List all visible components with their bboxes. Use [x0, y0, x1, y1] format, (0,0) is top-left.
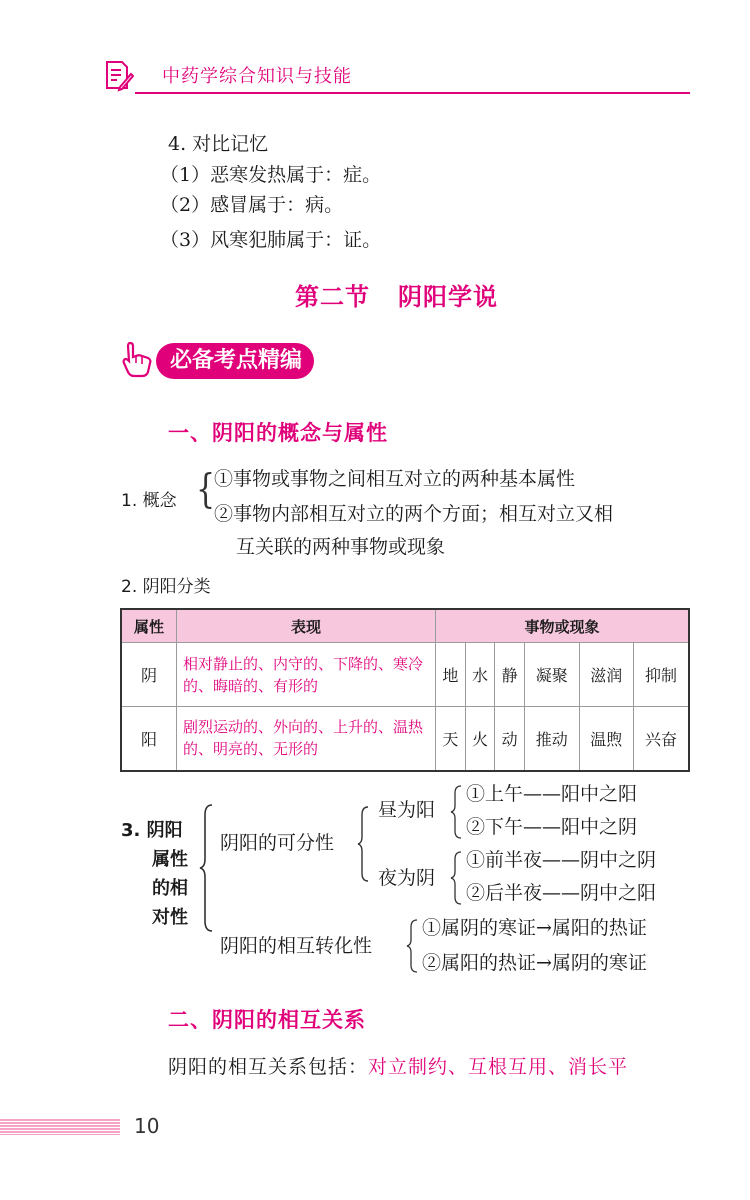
document-icon	[104, 60, 134, 92]
row-item: 水	[465, 643, 495, 707]
row-item: 地	[436, 643, 466, 707]
day-brace	[450, 784, 464, 840]
concept-brace: {	[196, 465, 216, 514]
row-desc: 剧烈运动的、外向的、上升的、温热的、明亮的、无形的	[177, 707, 436, 771]
transform-label: 阴阳的相互转化性	[220, 935, 373, 957]
page-number: 10	[134, 1114, 160, 1138]
relativity-label: 3. 阴阳 属性 的相 对性	[121, 820, 188, 928]
section-label: 第二节	[295, 283, 370, 311]
row-attr: 阴	[121, 643, 177, 707]
row-item: 推动	[524, 707, 579, 771]
heading-concept: 一、阴阳的概念与属性	[168, 420, 388, 445]
transform-item-2: ②属阳的热证→属阴的寒证	[422, 952, 647, 974]
row-item: 火	[465, 707, 495, 771]
intro-line-2: （2）感冒属于：病。	[160, 194, 344, 216]
outer-brace	[198, 803, 218, 933]
day-label: 昼为阳	[378, 799, 436, 821]
divisible-brace	[356, 805, 372, 883]
header-attr: 属性	[121, 609, 177, 643]
night-brace	[450, 850, 464, 906]
row-item: 动	[495, 707, 525, 771]
relations-text: 阴阳的相互关系包括：对立制约、互根互用、消长平	[168, 1056, 629, 1078]
row-desc: 相对静止的、内守的、下降的、寒冷的、晦暗的、有形的	[177, 643, 436, 707]
day-item-1: ①上午——阳中之阳	[466, 783, 638, 805]
section-title	[295, 277, 498, 312]
table-row	[121, 643, 689, 707]
header-items: 事物或现象	[436, 609, 690, 643]
concept-item-2a: ②事物内部相互对立的两个方面；相互对立又相	[214, 503, 614, 525]
intro-line-3: （3）风寒犯肺属于：证。	[160, 229, 382, 251]
row-item: 兴奋	[634, 707, 689, 771]
row-item: 凝聚	[524, 643, 579, 707]
concept-item-1: ①事物或事物之间相互对立的两种基本属性	[214, 468, 576, 490]
item4-title: 4. 对比记忆	[168, 133, 269, 155]
divisible-label: 阴阳的可分性	[220, 832, 335, 854]
row-item: 抑制	[634, 643, 689, 707]
row-item: 滋润	[579, 643, 634, 707]
night-item-1: ①前半夜——阴中之阴	[466, 849, 657, 871]
transform-brace	[406, 918, 420, 974]
header-desc: 表现	[177, 609, 436, 643]
header-divider	[135, 92, 690, 94]
footer-stripe	[0, 1119, 120, 1135]
book-title: 中药学综合知识与技能	[162, 66, 352, 87]
day-item-2: ②下午——阳中之阴	[466, 816, 638, 838]
yin-yang-table	[120, 608, 690, 772]
row-item: 温煦	[579, 707, 634, 771]
intro-line-1: （1）恶寒发热属于：症。	[160, 164, 382, 186]
row-attr: 阳	[121, 707, 177, 771]
pointing-hand-icon	[120, 339, 160, 379]
table-row	[121, 707, 689, 771]
night-item-2: ②后半夜——阴中之阳	[466, 882, 657, 904]
classify-label: 2. 阴阳分类	[121, 577, 211, 597]
heading-relations: 二、阴阳的相互关系	[168, 1007, 366, 1032]
section-name: 阴阳学说	[398, 283, 498, 311]
row-item: 静	[495, 643, 525, 707]
concept-label: 1. 概念	[121, 491, 177, 511]
badge-label: 必备考点精编	[156, 343, 314, 379]
concept-item-2b: 互关联的两种事物或现象	[236, 536, 446, 558]
row-item: 天	[436, 707, 466, 771]
transform-item-1: ①属阴的寒证→属阳的热证	[422, 917, 647, 939]
night-label: 夜为阴	[378, 867, 436, 889]
